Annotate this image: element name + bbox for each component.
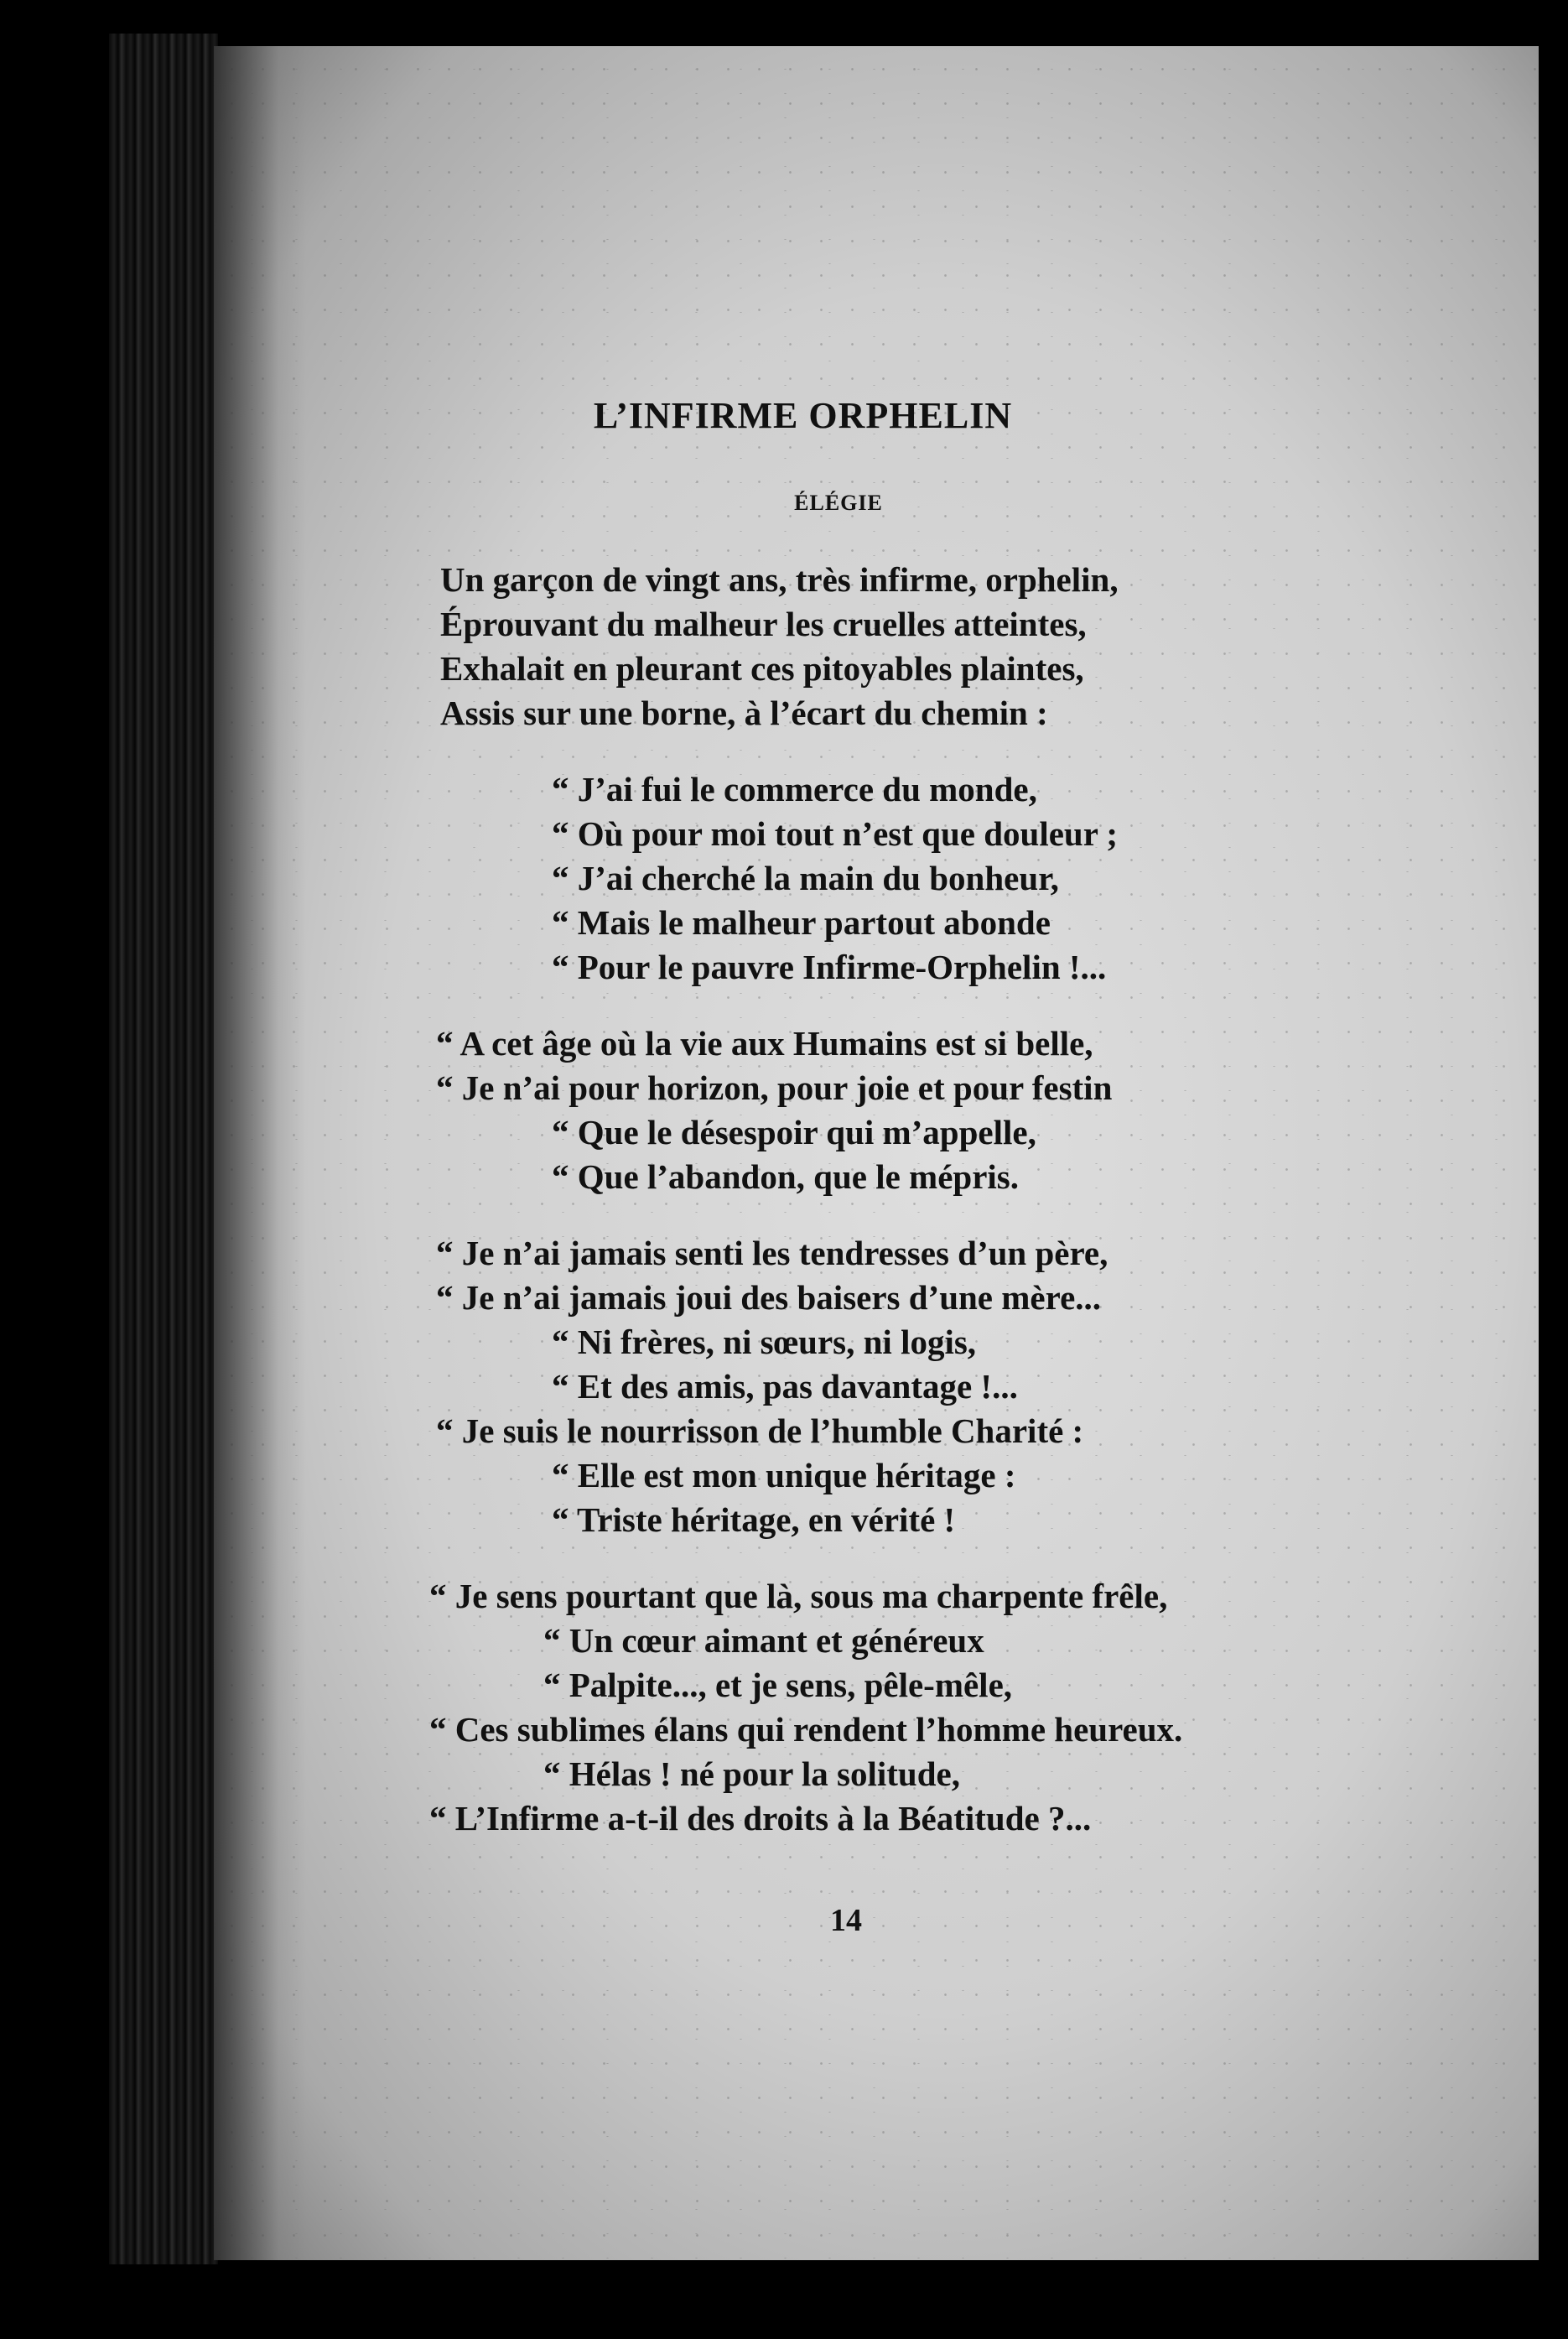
verse-line: Éprouvant du malheur les cruelles atteintes, (440, 605, 1087, 643)
verse-line: “ Que l’abandon, que le mépris. (552, 1157, 1019, 1196)
poem-title: L’INFIRME ORPHELIN (593, 395, 1013, 436)
poem-subtitle: ÉLÉGIE (794, 491, 883, 515)
verse-line: “ Ni frères, ni sœurs, ni logis, (552, 1323, 977, 1361)
verse-line: Assis sur une borne, à l’écart du chemin : (440, 694, 1048, 732)
verse-line: “ Mais le malheur partout abonde (552, 903, 1051, 942)
verse-line: “ Je n’ai jamais senti les tendresses d’un père, (436, 1234, 1109, 1272)
verse-line: “ Je suis le nourrisson de l’humble Charité : (436, 1411, 1084, 1450)
verse-line: “ Je n’ai jamais joui des baisers d’une mère... (436, 1278, 1102, 1317)
verse-line: “ J’ai cherché la main du bonheur, (552, 859, 1059, 897)
verse-line: “ Ces sublimes élans qui rendent l’homme heureux. (429, 1710, 1183, 1749)
verse-line: “ Que le désespoir qui m’appelle, (552, 1113, 1036, 1151)
verse-line: Exhalait en pleurant ces pitoyables plaintes, (440, 649, 1084, 688)
verse-line: “ Un cœur aimant et généreux (543, 1621, 984, 1660)
verse-line: “ L’Infirme a-t-il des droits à la Béatitude ?... (429, 1799, 1092, 1837)
verse-line: “ Hélas ! né pour la solitude, (543, 1754, 960, 1793)
book-spine (109, 34, 218, 2264)
verse-line: Un garçon de vingt ans, très infirme, orphelin, (440, 560, 1119, 599)
page-number: 14 (830, 1903, 862, 1938)
verse-line: “ Je sens pourtant que là, sous ma charpente frêle, (429, 1577, 1168, 1615)
verse-line: “ Où pour moi tout n’est que douleur ; (552, 814, 1119, 853)
verse-line: “ Pour le pauvre Infirme-Orphelin !... (552, 948, 1107, 986)
verse-line: “ J’ai fui le commerce du monde, (552, 770, 1037, 808)
verse-line: “ Palpite..., et je sens, pêle-mêle, (543, 1666, 1013, 1704)
verse-line: “ Je n’ai pour horizon, pour joie et pour festin (436, 1068, 1113, 1107)
verse-line: “ A cet âge où la vie aux Humains est si belle, (436, 1024, 1093, 1063)
verse-line: “ Triste héritage, en vérité ! (552, 1500, 956, 1539)
verse-line: “ Et des amis, pas davantage !... (552, 1367, 1018, 1406)
verse-line: “ Elle est mon unique héritage : (552, 1456, 1016, 1494)
